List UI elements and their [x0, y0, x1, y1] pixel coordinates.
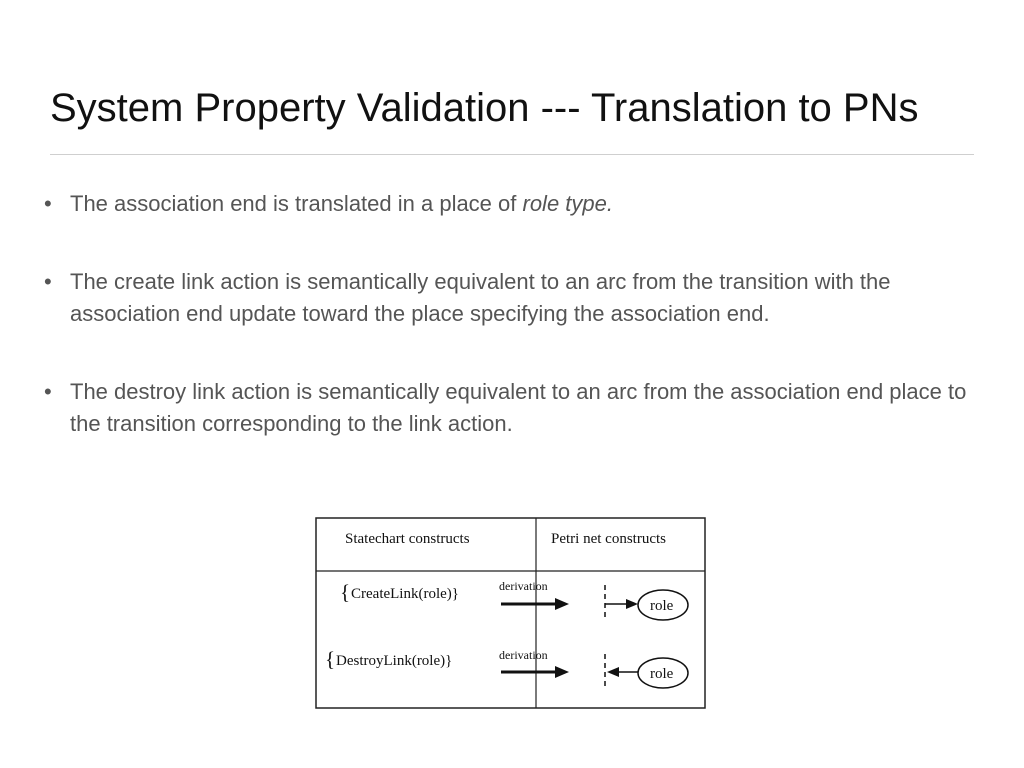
header-petri-net: Petri net constructs — [551, 531, 666, 547]
bullet-list — [44, 188, 974, 486]
bullet-marker: • — [44, 379, 52, 404]
row2-statechart-label: DestroyLink(role)} — [336, 653, 453, 669]
bullet-marker: • — [44, 269, 52, 294]
bullet-item-2 — [44, 266, 974, 330]
bullet-marker: • — [44, 191, 52, 216]
row2-place-label: role — [650, 666, 674, 682]
bullet-item-1 — [44, 188, 974, 220]
row2-brace: { — [325, 647, 336, 671]
slide-title: System Property Validation --- Translation to PNs — [50, 86, 919, 130]
row2-arrow-label: derivation — [499, 648, 548, 662]
bullet-1-italic: role type. — [522, 191, 613, 216]
bullet-2-text: The create link action is semantically equivalent to an arc from the transition with the association end update toward the place specifying the association end. — [70, 269, 891, 326]
header-statechart: Statechart constructs — [345, 531, 470, 547]
bullet-1-text: The association end is translated in a place of — [70, 191, 523, 216]
bullet-item-3 — [44, 376, 974, 440]
title-divider — [50, 154, 974, 155]
translation-figure — [315, 517, 706, 709]
row1-arrow-label: derivation — [499, 579, 548, 593]
row1-statechart-label: CreateLink(role)} — [351, 586, 459, 602]
row1-brace: { — [340, 580, 351, 604]
bullet-3-text: The destroy link action is semantically equivalent to an arc from the association end place to the transition corresponding to the link action. — [70, 379, 967, 436]
row1-place-label: role — [650, 598, 674, 614]
translation-table-diagram — [315, 517, 706, 709]
